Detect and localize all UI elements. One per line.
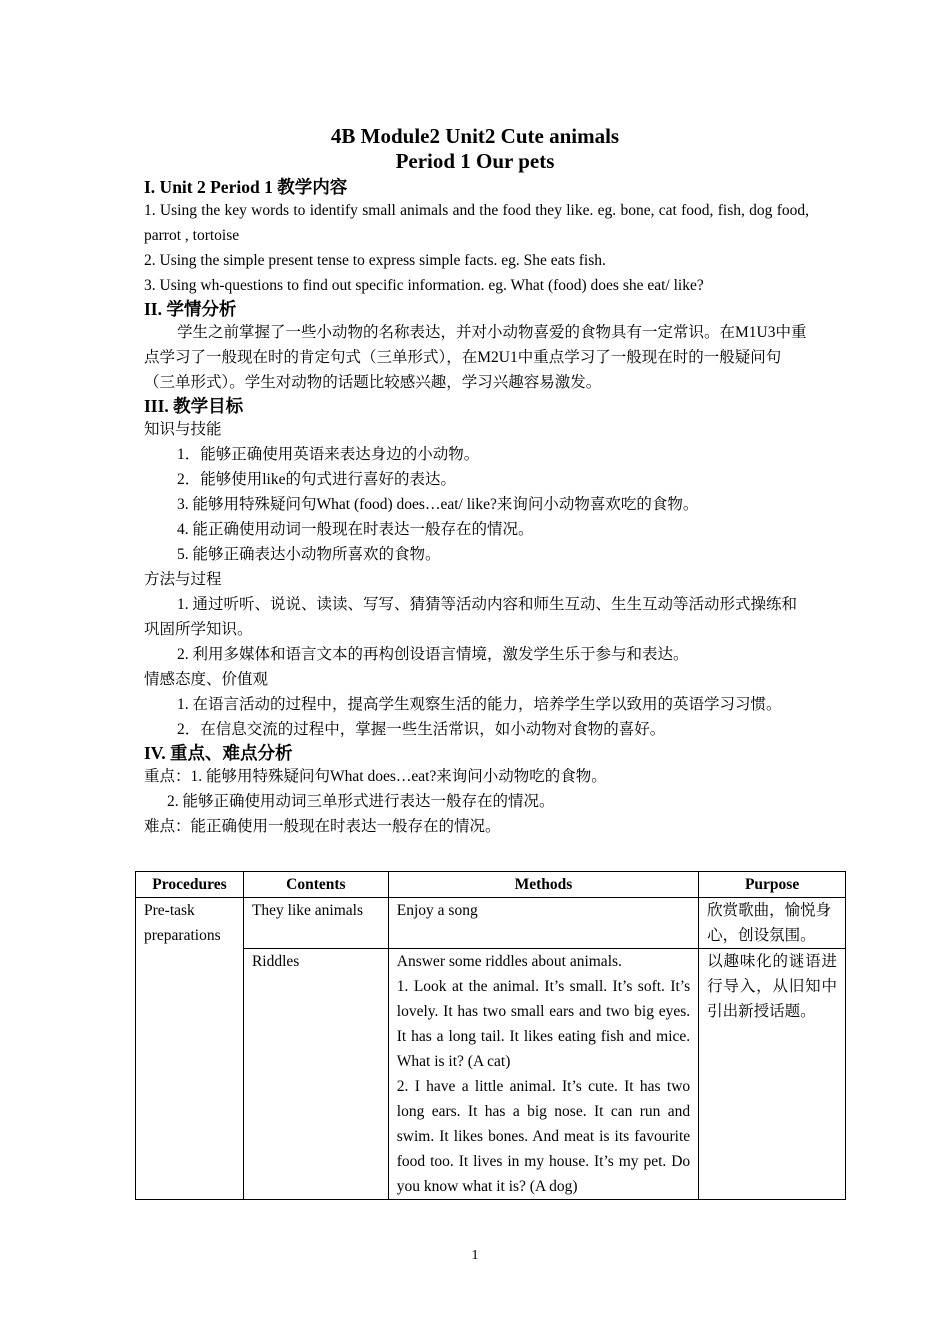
objective-knowledge-item: 2．能够使用like的句式进行喜好的表达。 [177,471,456,488]
header-purpose: Purpose [699,872,846,898]
objective-attitude-item: 1. 在语言活动的过程中，提高学生观察生活的能力，培养学生学以致用的英语学习习惯。 [177,696,782,713]
key-point-2: 2. 能够正确使用动词三单形式进行表达一般存在的情况。 [167,793,555,810]
purpose-cell: 以趣味化的谜语进行导入，从旧知中引出新授话题。 [699,949,846,1200]
header-contents: Contents [243,872,388,898]
document-body [144,176,809,839]
document-subtitle: Period 1 Our pets [395,149,555,173]
objective-knowledge-item: 4. 能正确使用动词一般现在时表达一般存在的情况。 [177,521,534,538]
table-row [136,898,846,949]
purpose-cell: 欣赏歌曲，愉悦身心，创设氛围。 [699,898,846,949]
method-intro: Answer some riddles about animals. [396,953,622,970]
objective-method-item: 2. 利用多媒体和语言文本的再构创设语言情境，激发学生乐于参与和表达。 [177,646,689,663]
section-1-item-2: 2. Using the simple present tense to express simple facts. eg. She eats fish. [144,252,606,269]
procedure-stage-cell: Pre-task preparations [136,898,244,1200]
header-methods: Methods [388,872,698,898]
section-3-heading: III. 教学目标 [144,396,244,416]
difficult-point: 难点：能正确使用一般现在时表达一般存在的情况。 [144,818,501,835]
riddle-2: 2. I have a little animal. It’s cute. It has two long ears. It has a big nose. It can run and swim. It likes bones. And meat is its favourite food too. It lives in my house. It’s my pet. Do you know what it is? (A dog) [396,1078,691,1195]
objective-attitude-label: 情感态度、价值观 [144,671,269,688]
riddle-1: 1. Look at the animal. It’s small. It’s soft. It’s lovely. It has two small ears and two big eyes. It has a long tail. It likes eating fish and mice. What is it? (A cat) [396,978,691,1070]
objective-knowledge-label: 知识与技能 [144,421,222,438]
content-cell: Riddles [243,949,388,1200]
page-number: 1 [471,1248,479,1263]
header-procedures: Procedures [136,872,244,898]
objective-knowledge-item: 5. 能够正确表达小动物所喜欢的食物。 [177,546,441,563]
objective-knowledge-item: 1．能够正确使用英语来表达身边的小动物。 [177,446,480,463]
content-cell: They like animals [243,898,388,949]
objective-knowledge-item: 3. 能够用特殊疑问句What (food) does…eat/ like?来询问小动物喜欢吃的食物。 [177,496,699,513]
section-2-heading: II. 学情分析 [144,299,237,319]
key-point-1: 重点：1. 能够用特殊疑问句What does…eat?来询问小动物吃的食物。 [144,768,607,785]
section-1-item-1: 1. Using the key words to identify small animals and the food they like. eg. bone, cat food, fish, dog food, parrot , tortoise [144,202,809,244]
document-title: 4B Module2 Unit2 Cute animals [330,124,620,148]
method-cell: Enjoy a song [388,898,698,949]
section-1-heading: I. Unit 2 Period 1 教学内容 [144,177,348,197]
table-header-row [136,872,846,898]
section-2-paragraph: 学生之前掌握了一些小动物的名称表达，并对小动物喜爱的食物具有一定常识。在M1U3中重点学习了一般现在时的肯定句式（三单形式），在M2U1中重点学习了一般现在时的一般疑问句（三单形式）。学生对动物的话题比较感兴趣，学习兴趣容易激发。 [144,324,807,391]
section-4-heading: IV. 重点、难点分析 [144,743,293,763]
objective-method-item: 1. 通过听听、说说、读读、写写、猜猜等活动内容和师生互动、生生互动等活动形式操练和巩固所学知识。 [144,596,798,638]
procedure-table [135,871,846,1200]
objective-method-label: 方法与过程 [144,571,222,588]
section-1-item-3: 3. Using wh-questions to find out specific information. eg. What (food) does she eat/ like? [144,277,704,294]
objective-attitude-item: 2．在信息交流的过程中，掌握一些生活常识，如小动物对食物的喜好。 [177,721,666,738]
method-cell [388,949,698,1200]
